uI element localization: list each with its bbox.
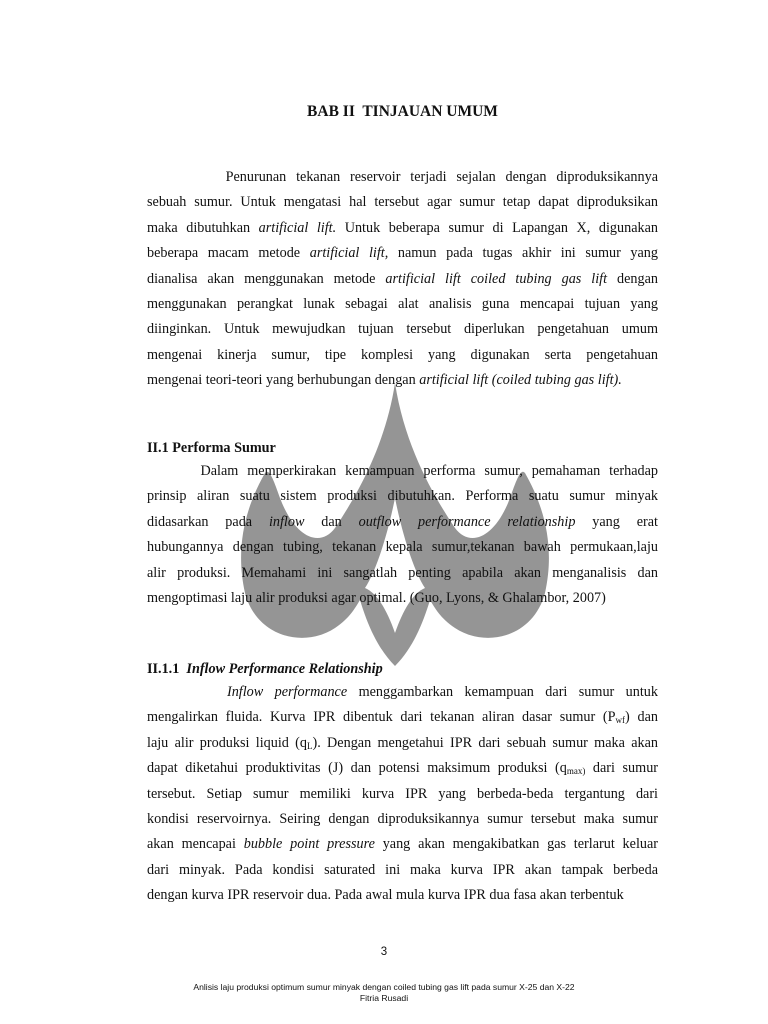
section-paragraph (147, 459, 658, 611)
text-line: menggunakan perangkat lunak sebagai alat analisis guna mencapai tujuan yang (147, 296, 658, 313)
text-line: mengalirkan fluida. Kurva IPR dibentuk dari tekanan aliran dasar sumur $(P_{wf})$ dan (147, 709, 658, 726)
text-line: alir produksi. Memahami ini sangatlah penting apabila akan menganalisis dan (147, 564, 658, 581)
intro-paragraph (147, 165, 658, 394)
subsection-title: Inflow Performance Relationship (186, 661, 383, 677)
text-line: maka dibutuhkan artificial lift. Untuk beberapa sumur di Lapangan X, digunakan (147, 219, 658, 236)
subsection-number: II.1.1 (147, 661, 180, 677)
footer-author: Fitria Rusadi (359, 993, 409, 1003)
subsection-heading (147, 659, 383, 679)
text-line: mengenai teori-teori yang berhubungan dengan artificial lift (coiled tubing gas lift). (147, 372, 622, 389)
text-line: diinginkan. Untuk mewujudkan tujuan tersebut diperlukan pengetahuan umum (147, 321, 658, 338)
text-line: sebuah sumur. Untuk mengatasi hal tersebut agar sumur tetap dapat diproduksikan (147, 194, 658, 211)
text-line: dengan kurva IPR reservoir dua. Pada awal mula kurva IPR dua fasa akan terbentuk (147, 887, 624, 904)
text-line: dari minyak. Pada kondisi saturated ini maka kurva IPR akan tampak berbeda (147, 861, 658, 878)
text-line: hubungannya dengan tubing, tekanan kepala sumur,tekanan bawah permukaan,laju (147, 539, 658, 556)
text-line: kondisi reservoirnya. Seiring dengan diproduksikannya sumur tersebut maka sumur (147, 811, 658, 828)
text-line: dapat diketahui produktivitas (J) dan potensi maksimum produksi ($q_{max)}$ dari sumur (147, 760, 659, 777)
footer-thesis-title: Anlisis laju produksi optimum sumur minyak dengan coiled tubing gas lift pada sumur X-25 dan X-22 (193, 982, 575, 992)
page-number: 3 (380, 946, 388, 958)
text-line: tersebut. Setiap sumur memiliki kurva IPR yang berbeda-beda tergantung dari (147, 785, 658, 802)
text-line: laju alir produksi liquid $(q_L)$. Dengan mengetahui IPR dari sebuah sumur maka akan (147, 734, 658, 751)
text-line: didasarkan pada inflow dan outflow performance relationship yang erat (147, 513, 658, 530)
text-line: beberapa macam metode artificial lift, namun pada tugas akhir ini sumur yang (147, 245, 658, 262)
page-footer (0, 982, 768, 1004)
text-line: mengoptimasi laju alir produksi agar optimal. (Guo, Lyons, & Ghalambor, 2007) (147, 590, 606, 607)
text-line: Inflow performance menggambarkan kemampuan dari sumur untuk (226, 684, 658, 700)
text-line: dianalisa akan menggunakan metode artificial lift coiled tubing gas lift dengan (147, 270, 658, 287)
text-line: prinsip aliran suatu sistem produksi dibutuhkan. Performa suatu sumur minyak (147, 488, 658, 505)
subsection-paragraph (147, 680, 658, 909)
text-line: Penurunan tekanan reservoir terjadi sejalan dengan diproduksikannya (147, 169, 658, 185)
text-line: Dalam memperkirakan kemampuan performa sumur, pemahaman terhadap (147, 463, 658, 479)
chapter-title: BAB II TINJAUAN UMUM (307, 103, 498, 120)
text-line: mengenai kinerja sumur, tipe komplesi yang digunakan serta pengetahuan (147, 346, 658, 363)
section-heading: II.1 Performa Sumur (147, 440, 276, 456)
text-line: akan mencapai bubble point pressure yang akan mengakibatkan gas terlarut keluar (147, 836, 659, 853)
